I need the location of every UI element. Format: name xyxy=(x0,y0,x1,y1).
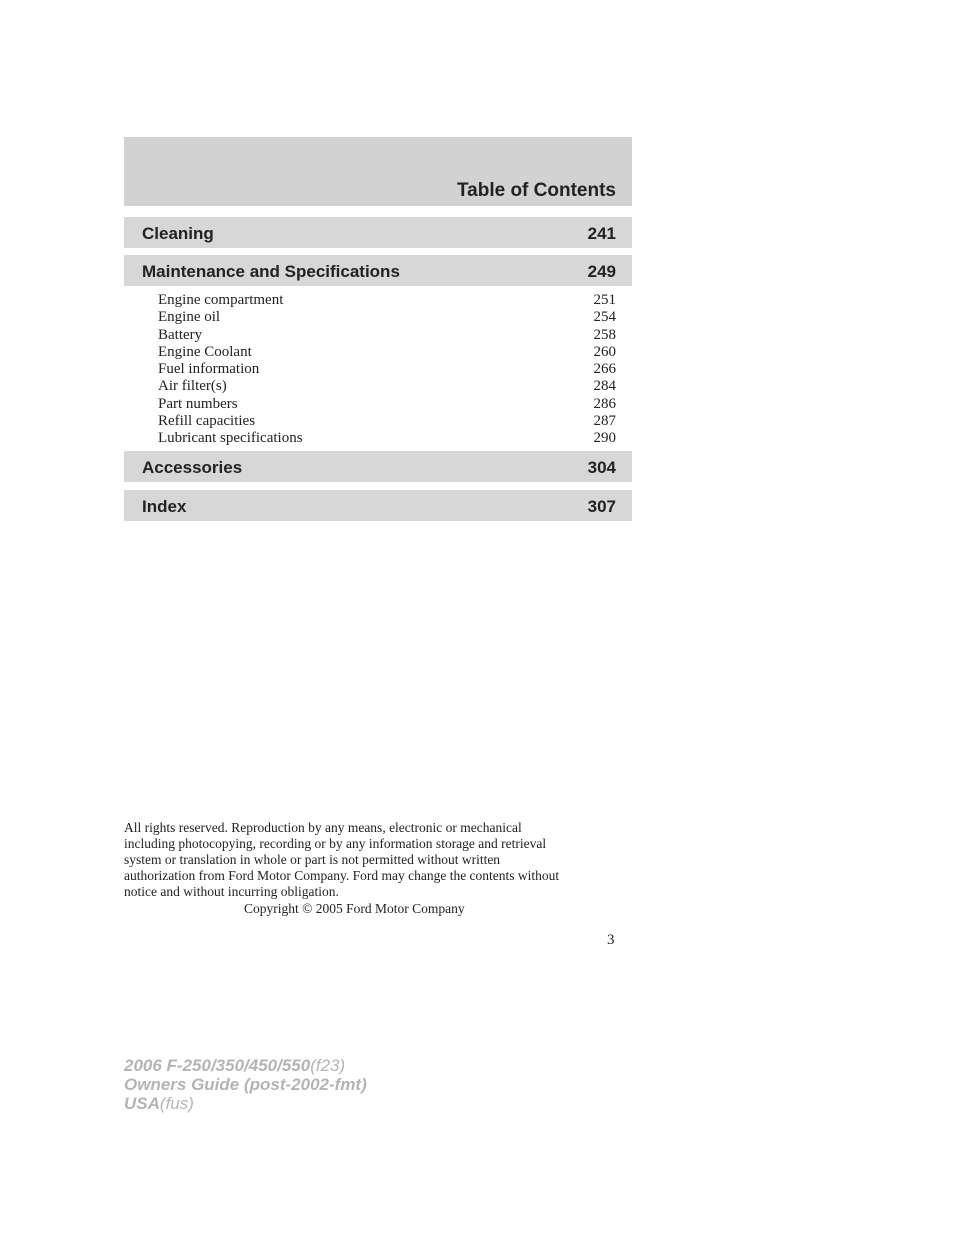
subitem-page: 258 xyxy=(593,326,616,343)
section-page: 241 xyxy=(587,224,616,243)
subitem-page: 287 xyxy=(593,413,616,430)
subitem-page: 290 xyxy=(593,430,616,447)
subitem-page: 284 xyxy=(593,378,616,395)
toc-section-accessories[interactable] xyxy=(124,451,632,482)
footer-line-region xyxy=(124,1094,367,1113)
footer-line-guide xyxy=(124,1075,367,1094)
toc-subitem[interactable] xyxy=(158,292,616,309)
section-label: Index xyxy=(142,497,187,516)
toc-subitem[interactable] xyxy=(158,396,616,413)
toc-subitem[interactable] xyxy=(158,413,616,430)
legal-notice xyxy=(124,820,634,900)
page-title: Table of Contents xyxy=(456,180,616,201)
toc-section-index[interactable] xyxy=(124,490,632,521)
footer-region: USA xyxy=(124,1094,160,1113)
subitem-label: Engine Coolant xyxy=(158,343,252,360)
toc-header xyxy=(124,137,632,206)
footer-model: 2006 F-250/350/450/550 xyxy=(124,1056,311,1075)
toc-subitem[interactable] xyxy=(158,430,616,447)
subitem-label: Part numbers xyxy=(158,395,238,412)
section-page: 307 xyxy=(587,497,616,516)
toc-subitem[interactable] xyxy=(158,309,616,326)
toc-subitem[interactable] xyxy=(158,327,616,344)
legal-line: notice and without incurring obligation. xyxy=(124,884,339,899)
footer-guide: Owners Guide (post-2002-fmt) xyxy=(124,1075,367,1094)
section-label: Cleaning xyxy=(142,224,214,243)
subitem-page: 254 xyxy=(593,309,616,326)
subitem-label: Refill capacities xyxy=(158,413,256,430)
subitem-page: 260 xyxy=(593,343,616,360)
section-page: 249 xyxy=(587,262,616,281)
toc-subitem[interactable] xyxy=(158,344,616,361)
toc-subitem[interactable] xyxy=(158,378,616,395)
footer-region-code: (fus) xyxy=(159,1094,194,1113)
subsection-list xyxy=(158,292,616,448)
legal-line: including photocopying, recording or by any information storage and retrieval xyxy=(124,836,547,851)
subitem-label: Fuel information xyxy=(158,361,260,378)
document-footer xyxy=(124,1056,367,1113)
subitem-page: 286 xyxy=(593,395,616,412)
footer-line-model xyxy=(124,1056,367,1075)
page-number: 3 xyxy=(607,932,615,948)
legal-line: authorization from Ford Motor Company. Ford may change the contents without xyxy=(124,868,560,883)
section-page: 304 xyxy=(587,458,616,477)
subitem-label: Lubricant specifications xyxy=(158,430,303,447)
section-label: Maintenance and Specifications xyxy=(142,262,400,281)
legal-line: system or translation in whole or part is not permitted without written xyxy=(124,852,501,867)
subitem-label: Air filter(s) xyxy=(158,378,227,395)
section-label: Accessories xyxy=(142,458,243,477)
toc-section-maintenance[interactable] xyxy=(124,255,632,286)
legal-line: All rights reserved. Reproduction by any means, electronic or mechanical xyxy=(124,820,522,835)
subitem-label: Engine oil xyxy=(158,309,221,326)
subitem-label: Battery xyxy=(158,326,203,343)
subitem-page: 251 xyxy=(593,292,616,308)
subitem-page: 266 xyxy=(593,361,616,378)
footer-model-code: (f23) xyxy=(310,1056,346,1075)
subitem-label: Engine compartment xyxy=(158,292,284,308)
copyright-line: Copyright © 2005 Ford Motor Company xyxy=(244,901,465,916)
toc-section-cleaning[interactable] xyxy=(124,217,632,248)
toc-subitem[interactable] xyxy=(158,361,616,378)
